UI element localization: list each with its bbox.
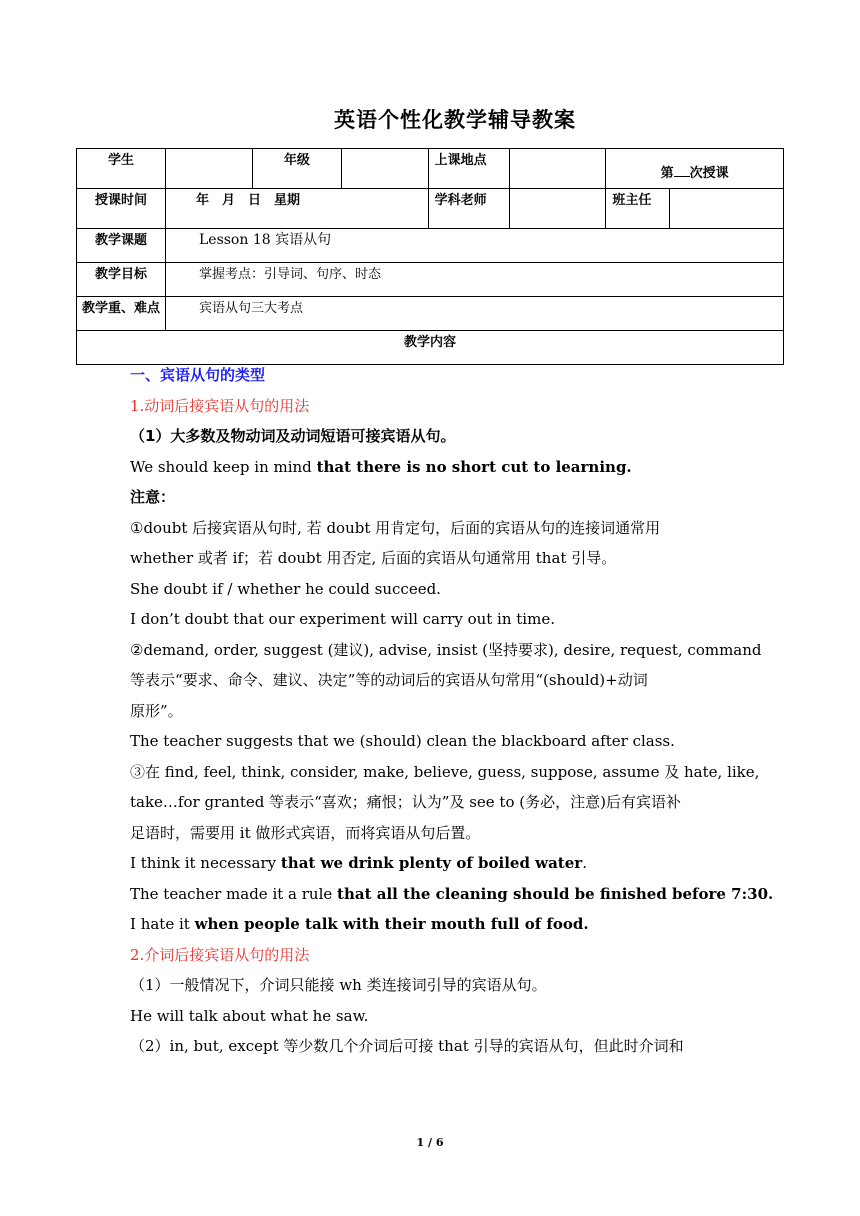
location-value: [509, 149, 606, 189]
lesson-info-table: [76, 148, 784, 365]
example-sentence: I hate it when people talk with their mouth full of food.: [130, 915, 589, 933]
time-label: 授课时间: [77, 189, 166, 229]
goal-label: 教学目标: [77, 263, 166, 297]
note-text: 足语时，需要用 it 做形式宾语，而将宾语从句后置。: [130, 823, 481, 842]
subsection-heading: 2.介词后接宾语从句的用法: [130, 945, 310, 964]
grade-value: [341, 149, 428, 189]
student-label: 学生: [77, 149, 166, 189]
goal-value: 掌握考点：引导词、句序、时态: [165, 263, 783, 297]
example-sentence: She doubt if / whether he could succeed.: [130, 579, 441, 598]
content-header: 教学内容: [77, 331, 784, 365]
topic-label: 教学课题: [77, 229, 166, 263]
rule-text: （1）一般情况下，介词只能接 wh 类连接词引导的宾语从句。: [130, 976, 547, 994]
topic-value: Lesson 18 宾语从句: [165, 229, 783, 263]
example-sentence: The teacher made it a rule that all the cleaning should be finished before 7:30.: [130, 884, 774, 903]
note-text: whether 或者 if；若 doubt 用否定, 后面的宾语从句通常用 that 引导。: [130, 549, 617, 567]
note-text: ①doubt 后接宾语从句时, 若 doubt 用肯定句，后面的宾语从句的连接词通常用: [130, 518, 661, 537]
note-text: ③在 find, feel, think, consider, make, believe, guess, suppose, assume 及 hate, like,: [130, 762, 760, 781]
note-text: take…for granted 等表示“喜欢；痛恨；认为”及 see to (务必，注意)后有宾语补: [130, 793, 681, 811]
grade-label: 年级: [252, 149, 341, 189]
page-title: 英语个性化教学辅导教案: [334, 108, 576, 132]
subsection-heading: 1.动词后接宾语从句的用法: [130, 396, 310, 415]
example-sentence: I don’t doubt that our experiment will carry out in time.: [130, 610, 555, 628]
rule-text: （2）in, but, except 等少数几个介词后可接 that 引导的宾语从句，但此时介词和: [130, 1037, 684, 1055]
lesson-content: [130, 360, 774, 1062]
location-label: 上课地点: [428, 149, 509, 189]
section-heading: 一、宾语从句的类型: [130, 366, 266, 384]
head-teacher-label: 班主任: [606, 189, 670, 229]
note-label: 注意：: [130, 488, 176, 506]
note-text: 等表示“要求、命令、建议、决定”等的动词后的宾语从句常用“(should)+动词: [130, 671, 648, 689]
rule-text: （1）大多数及物动词及动词短语可接宾语从句。: [130, 427, 456, 445]
example-sentence: I think it necessary that we drink plenty of boiled water.: [130, 854, 587, 872]
teacher-label: 学科老师: [428, 189, 509, 229]
example-sentence: The teacher suggests that we (should) clean the blackboard after class.: [130, 732, 675, 750]
time-value: 年 月 日 星期: [165, 189, 428, 229]
key-value: 宾语从句三大考点: [165, 297, 783, 331]
example-sentence: We should keep in mind that there is no short cut to learning.: [130, 457, 632, 476]
student-value: [165, 149, 252, 189]
example-sentence: He will talk about what he saw.: [130, 1006, 369, 1025]
note-text: 原形”。: [130, 701, 183, 720]
key-label: 教学重、难点: [77, 297, 166, 331]
session-cell: 第 次授课: [606, 149, 784, 189]
note-text: ②demand, order, suggest (建议), advise, insist (坚持要求), desire, request, command: [130, 640, 762, 659]
teacher-value: [509, 189, 606, 229]
page-number: 1 / 6: [416, 1136, 444, 1149]
head-teacher-value: [670, 189, 784, 229]
